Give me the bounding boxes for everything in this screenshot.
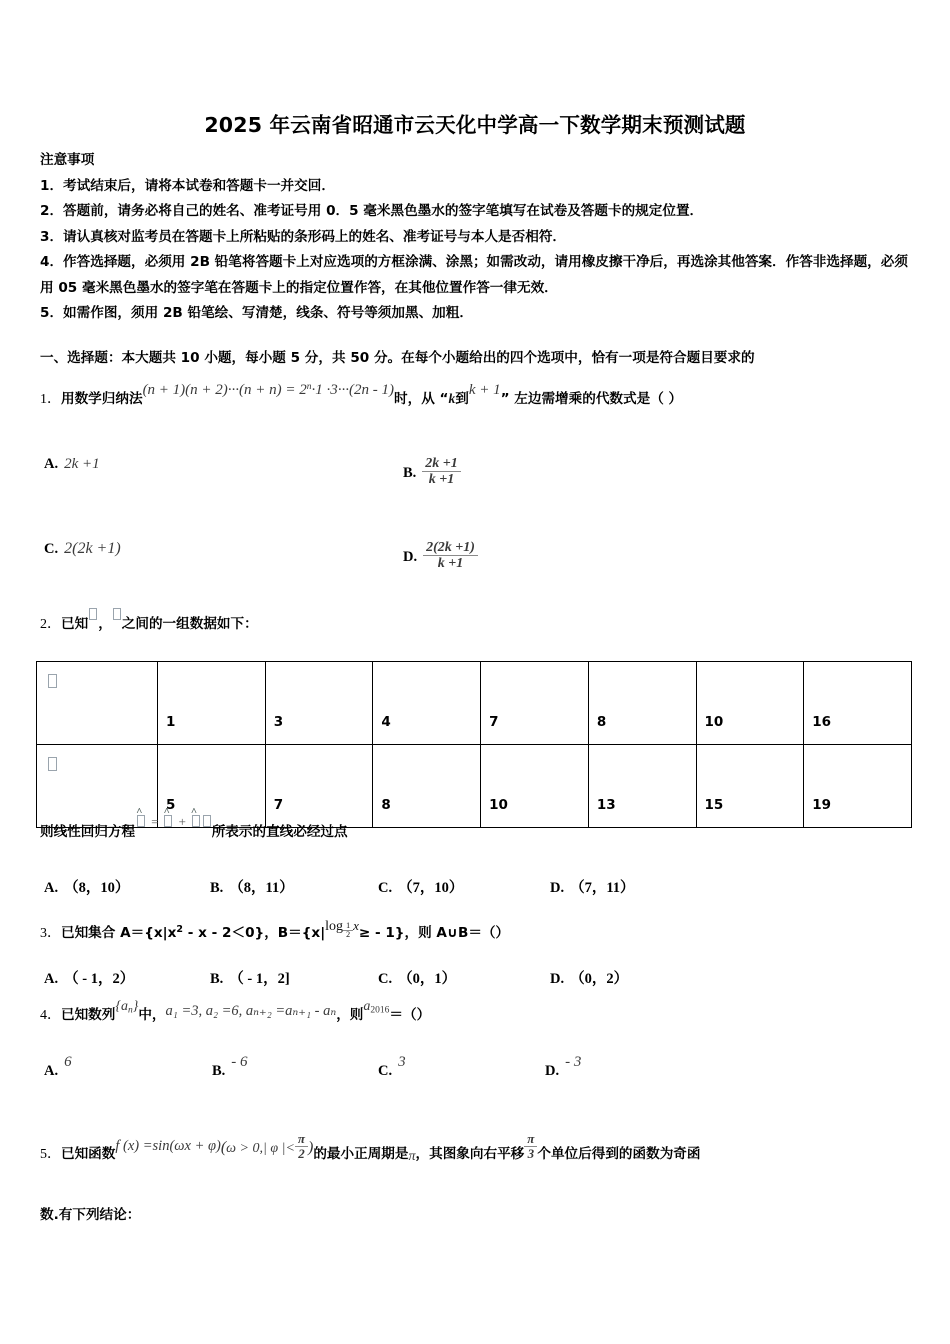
option-1-B-value — [422, 456, 460, 487]
question-5-paren-close: ) — [308, 1139, 314, 1157]
option-1-A[interactable] — [44, 456, 100, 473]
page-title: 2025 年云南省昭通市云天化中学高一下数学期末预测试题 — [204, 113, 746, 137]
option-2-A[interactable] — [44, 876, 129, 897]
question-1-kplus1: k + 1 — [468, 381, 501, 398]
option-4-B[interactable] — [212, 1054, 248, 1080]
question-5-shift-fraction — [524, 1132, 537, 1161]
option-2-C-value: （7，10） — [398, 880, 464, 896]
question-1 — [40, 381, 920, 410]
table-cell-y-6: 15 — [696, 745, 804, 828]
option-4-A-label: A. — [44, 1063, 59, 1079]
section-header-choice: 一、选择题：本大题共 10 小题，每小题 5 分，共 50 分。在每个小题给出的四个选项中，恰有一项是符合题目要求的 — [40, 350, 755, 366]
question-4-term: $a_{2016}$ — [363, 999, 390, 1016]
option-2-C[interactable] — [378, 876, 463, 897]
option-1-B-denominator: k +1 — [422, 471, 460, 487]
option-3-C-value: （0，1） — [398, 971, 457, 987]
option-2-A-label: A. — [44, 880, 59, 896]
table-cell-x-4: 7 — [481, 662, 589, 745]
log-base-numerator: 1 — [346, 920, 351, 930]
question-5-mid2: ，其图象向右平移 — [415, 1146, 525, 1163]
question-5-mid: 的最小正周期是 — [313, 1146, 409, 1163]
notice-item-5: 5．如需作图，须用 2B 铅笔绘、写清楚，线条、符号等须加黑、加粗． — [40, 305, 473, 321]
question-2-regression-line — [40, 814, 920, 842]
question-5 — [40, 1131, 940, 1167]
b-hat-placeholder-icon — [191, 812, 201, 832]
option-3-D-value: （0，2） — [570, 971, 629, 987]
table-cell-x-2: 3 — [265, 662, 373, 745]
option-2-D-label: D. — [550, 880, 565, 896]
x-placeholder-icon — [203, 815, 211, 827]
question-3-number: 3． — [40, 925, 61, 941]
question-5-tail: 个单位后得到的函数为奇函 — [537, 1146, 701, 1163]
option-1-B-label: B. — [403, 464, 417, 481]
variable-x-placeholder-icon — [89, 608, 97, 620]
question-4-sequence: $\{a_n\}$ — [115, 999, 139, 1016]
question-4-number: 4． — [40, 1008, 61, 1023]
table-cell-y-5: 13 — [588, 745, 696, 828]
option-4-A-value: 6 — [64, 1054, 72, 1070]
table-cell-x-7: 16 — [804, 662, 912, 745]
question-5-cond-den: 2 — [295, 1146, 308, 1161]
option-1-D-denominator: k +1 — [423, 555, 478, 571]
option-1-D-label: D. — [403, 548, 418, 565]
option-4-C-label: C. — [378, 1063, 393, 1079]
option-2-A-value: （8，10） — [64, 880, 130, 896]
notice-heading: 注意事项 — [40, 152, 95, 168]
table-row-x-label — [37, 662, 158, 745]
question-5-period: π — [408, 1149, 416, 1165]
table-cell-y-4: 10 — [481, 745, 589, 828]
variable-y-placeholder-icon — [113, 608, 121, 620]
question-5-lead: 已知函数 — [61, 1146, 116, 1163]
question-4-recurrence: a₁ =3, a₂ =6, aₙ₊₂ =aₙ₊₁ - aₙ — [165, 1003, 337, 1019]
table-cell-x-5: 8 — [588, 662, 696, 745]
question-2-regression-tail: 所表示的直线必经过点 — [211, 824, 348, 840]
question-4-lead: 已知数列 — [61, 1007, 116, 1023]
option-1-D-value — [423, 540, 478, 571]
table-cell-x-1: 1 — [158, 662, 266, 745]
question-3-exponent: 2 — [176, 924, 184, 935]
table-cell-x-6: 10 — [696, 662, 804, 745]
question-2 — [40, 614, 920, 635]
question-5-shift-num: π — [527, 1131, 535, 1146]
table-cell-y-1: 5 — [158, 745, 266, 828]
question-3 — [40, 917, 920, 947]
table-row-x — [37, 662, 912, 745]
question-1-formula: $(n + 1)(n + 2)\cdot\cdot\cdot(n + n) = 2^n\cdot 1 \cdot 3\cdot\cdot\cdot(2n - 1)$ — [142, 381, 395, 398]
table-cell-y-2: 7 — [265, 745, 373, 828]
option-3-A-label: A. — [44, 971, 59, 987]
option-3-B-label: B. — [210, 971, 224, 987]
option-2-B-value: （8，11） — [229, 880, 294, 896]
question-4-then: ，则 — [336, 1007, 364, 1023]
question-4-equals: ＝（） — [389, 1007, 431, 1023]
log-base-denominator: 2 — [343, 930, 353, 940]
option-4-B-value: - 6 — [231, 1054, 248, 1070]
question-1-to: 到 — [455, 390, 469, 407]
question-1-after2: ” 左边需增乘的代数式是（ ） — [500, 390, 683, 407]
option-3-A[interactable] — [44, 967, 134, 988]
option-4-C-value: 3 — [398, 1054, 406, 1070]
option-1-D-numerator: 2(2k +1) — [426, 540, 475, 555]
notice-item-3: 3．请认真核对监考员在答题卡上所粘贴的条形码上的姓名、准考证号与本人是否相符． — [40, 228, 567, 245]
option-3-C-label: C. — [378, 971, 393, 987]
option-1-C-value: 2(2k +1) — [64, 540, 121, 557]
question-5-condition: ω > 0,| φ |< — [226, 1141, 295, 1157]
question-5-paren-open: ( — [220, 1139, 227, 1157]
question-1-number: 1． — [40, 391, 61, 407]
question-4-mid: 中， — [138, 1007, 166, 1023]
a-hat-placeholder-icon — [163, 812, 173, 832]
option-3-A-value: （ - 1，2） — [64, 971, 135, 987]
option-2-B[interactable] — [210, 876, 294, 897]
option-3-B-value: （ - 1，2] — [229, 971, 290, 987]
variable-y-placeholder-icon — [48, 757, 57, 771]
option-2-C-label: C. — [378, 880, 393, 896]
table-cell-y-3: 8 — [373, 745, 481, 828]
option-3-D-label: D. — [550, 971, 565, 987]
notice-item-4: 4．作答选择题，必须用 2B 铅笔将答题卡上对应选项的方框涂满、涂黑；如需改动，请用橡皮擦干净后，再选涂其他答案．作答非选择题，必须用 05 毫米黑色墨水的签字笔在答题卡上的指定位置作答，在其他位置作答一律无效． — [40, 254, 908, 296]
option-1-B-numerator: 2k +1 — [425, 456, 458, 471]
notice-item-1: 1．考试结束后，请将本试卷和答题卡一并交回． — [40, 177, 335, 194]
option-1-B[interactable] — [403, 456, 461, 487]
option-1-C-label: C. — [44, 541, 59, 557]
notice-item-2: 2．答题前，请务必将自己的姓名、准考证号用 0．5 毫米黑色墨水的签字笔填写在试卷及答题卡的规定位置． — [40, 203, 704, 219]
option-2-B-label: B. — [210, 880, 224, 896]
question-3-text-a: 已知集合 A＝{x|x — [61, 924, 177, 941]
question-2-mid: ， — [98, 616, 112, 632]
option-3-D[interactable] — [550, 967, 628, 988]
question-5-continued: 数.有下列结论： — [40, 1207, 141, 1223]
regression-formula: ^ = ^ + ^ — [135, 814, 212, 830]
option-4-D[interactable] — [545, 1054, 582, 1080]
option-3-B[interactable] — [210, 967, 290, 988]
log-argument: x — [353, 917, 359, 933]
question-4 — [40, 999, 920, 1030]
question-3-text-c: ≥ - 1}，则 A∪B＝（） — [358, 924, 510, 941]
question-2-regression-lead: 则线性回归方程 — [40, 824, 136, 840]
question-3-text-b: - x - 2＜0}，B＝{x| — [183, 924, 326, 941]
y-hat-placeholder-icon — [136, 812, 146, 832]
option-1-A-value: 2k +1 — [64, 456, 100, 472]
option-4-A[interactable] — [44, 1054, 72, 1080]
variable-x-placeholder-icon — [48, 674, 57, 688]
notice-block — [40, 148, 910, 327]
question-5-function: f (x) =sin(ωx + φ) — [115, 1138, 221, 1155]
option-4-D-label: D. — [545, 1063, 560, 1079]
table-cell-y-7: 19 — [804, 745, 912, 828]
question-2-tail: 之间的一组数据如下： — [121, 616, 258, 632]
question-1-after: 时，从 “ — [394, 390, 449, 407]
option-1-D[interactable] — [403, 540, 478, 571]
question-5-number: 5． — [40, 1147, 61, 1163]
question-3-log: log $\frac{1}{2}$ x — [325, 917, 359, 940]
option-2-D-value: （7，11） — [570, 880, 635, 896]
option-1-C[interactable] — [44, 540, 121, 558]
question-5-shift-den: 3 — [524, 1146, 537, 1161]
option-3-C[interactable] — [378, 967, 456, 988]
question-5-cond-num: π — [297, 1131, 306, 1146]
question-1-lead: 用数学归纳法 — [61, 390, 143, 407]
option-2-D[interactable] — [550, 876, 635, 897]
option-1-A-label: A. — [44, 456, 59, 472]
option-4-C[interactable] — [378, 1054, 406, 1080]
question-2-number: 2． — [40, 617, 61, 632]
question-5-condition-fraction — [295, 1132, 308, 1161]
question-2-lead: 已知 — [61, 616, 89, 632]
option-4-D-value: - 3 — [565, 1054, 582, 1070]
table-cell-x-3: 4 — [373, 662, 481, 745]
option-4-B-label: B. — [212, 1063, 226, 1079]
question-1-k: k — [448, 390, 456, 406]
